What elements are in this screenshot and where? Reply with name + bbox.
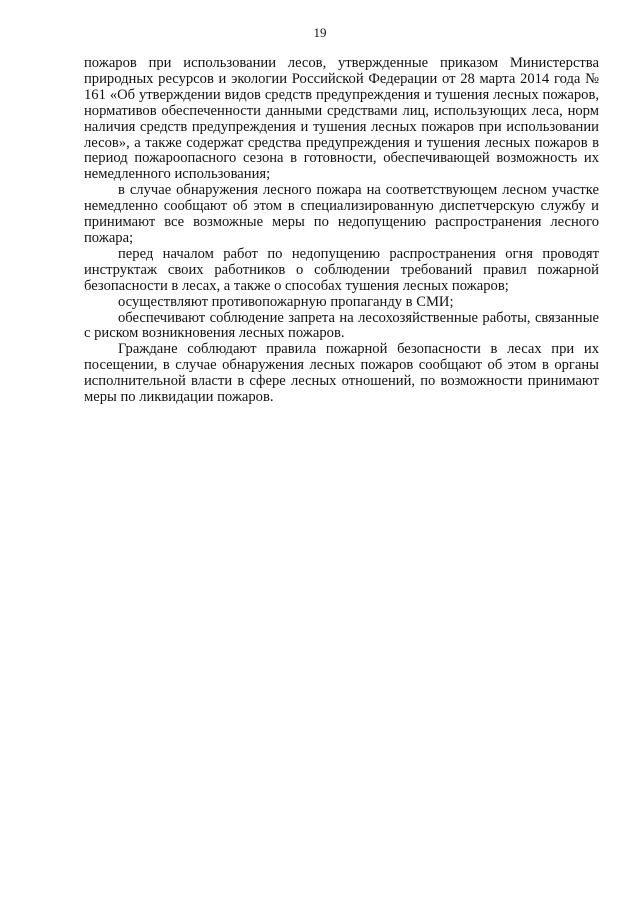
page-number: 19 (313, 25, 327, 40)
paragraph-fire-detection: в случае обнаружения лесного пожара на соответствующем лесном участке немедленно сообщают об этом в специализированную диспетчерскую службу и принимают все возможные меры по недопущению распространения лесного пожара; (84, 182, 599, 246)
paragraph-propaganda: осуществляют противопожарную пропаганду в СМИ; (118, 293, 454, 310)
paragraph-instruction: перед началом работ по недопущению распространения огня проводят инструктаж своих работников о соблюдении требований правил пожарной безопасности в лесах, а также о способах тушения лесных пожаров; (84, 245, 599, 294)
document-body (84, 56, 599, 406)
paragraph-prohibition: обеспечивают соблюдение запрета на лесохозяйственные работы, связанные с риском возникновения лесных пожаров. (84, 309, 599, 342)
paragraph-continuation: пожаров при использовании лесов, утвержденные приказом Министерства природных ресурсов и экологии Российской Федерации от 28 марта 2014 года № 161 «Об утверждении видов средств предупреждения и тушения лесных пожаров, нормативов обеспеченности данными средствами лиц, использующих леса, норм наличия средств предупреждения и тушения лесных пожаров при использовании лесов», а также содержат средства предупреждения и тушения лесных пожаров в период пожароопасного сезона в готовности, обеспечивающей возможность их немедленного использования; (84, 55, 599, 183)
paragraph-citizens: Граждане соблюдают правила пожарной безопасности в лесах при их посещении, в случае обнаружения лесных пожаров сообщают об этом в органы исполнительной власти в сфере лесных отношений, по возможности принимают меры по ликвидации пожаров. (84, 341, 599, 406)
